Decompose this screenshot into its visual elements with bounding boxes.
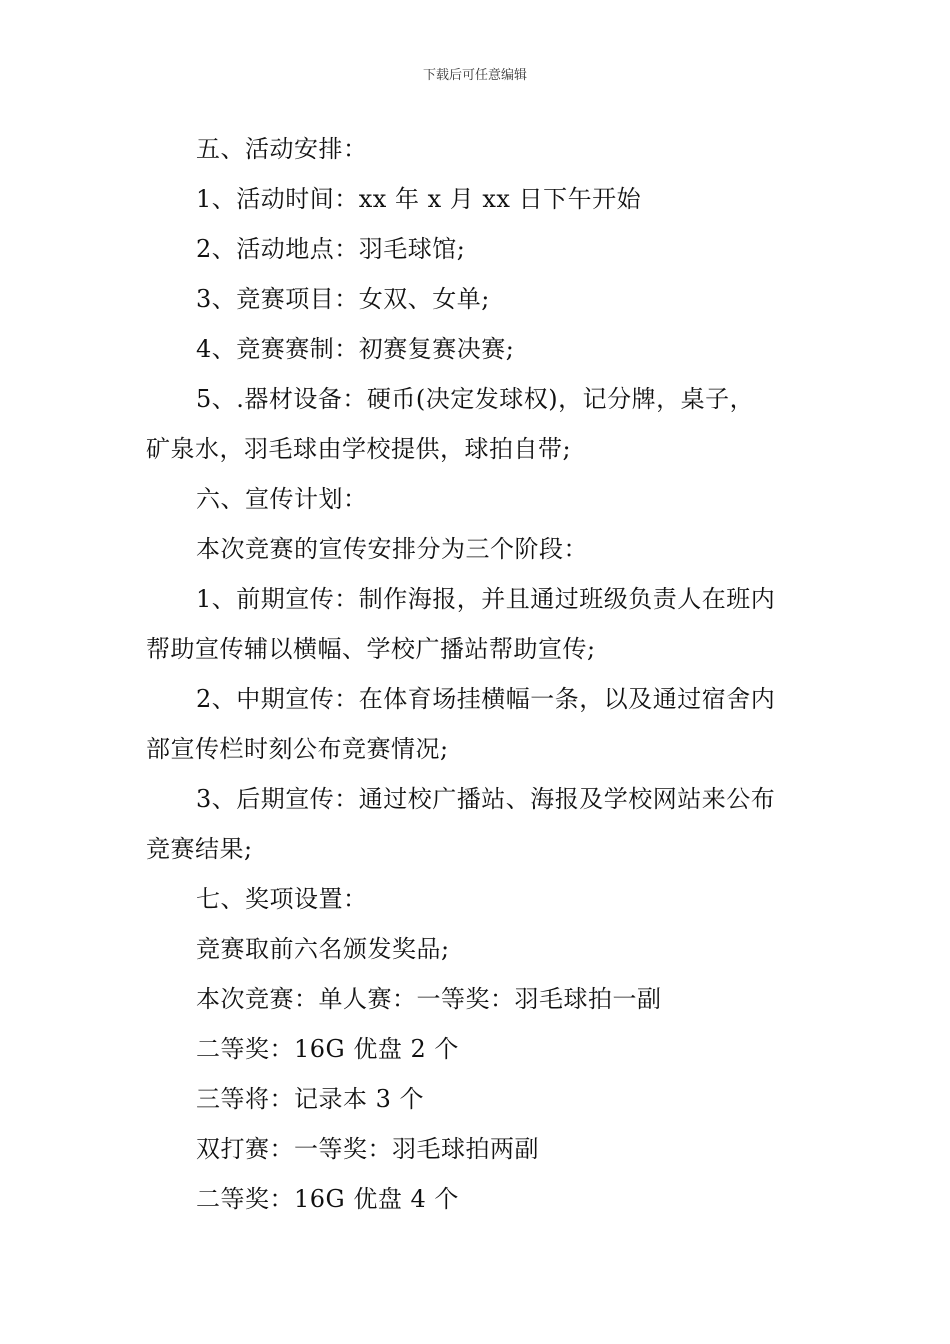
paragraph-line: 4、竞赛赛制：初赛复赛决赛; (196, 335, 515, 363)
paragraph-line: 本次竞赛：单人赛：一等奖：羽毛球拍一副 (196, 985, 662, 1013)
paragraph-line: 三等将：记录本 3 个 (196, 1085, 425, 1113)
page-header-note: 下载后可任意编辑 (422, 68, 527, 83)
paragraph-line: 本次竞赛的宣传安排分为三个阶段： (196, 535, 588, 563)
section-heading-awards: 七、奖项设置： (196, 885, 368, 913)
paragraph-line: 帮助宣传辅以横幅、学校广播站帮助宣传; (146, 635, 596, 663)
paragraph-line: 1、前期宣传：制作海报，并且通过班级负责人在班内 (196, 585, 776, 613)
paragraph-line: 部宣传栏时刻公布竞赛情况; (146, 735, 449, 763)
paragraph-line: 1、活动时间：xx 年 x 月 xx 日下午开始 (196, 185, 642, 213)
paragraph-line: 二等奖：16G 优盘 4 个 (196, 1185, 459, 1213)
paragraph-line: 双打赛：一等奖：羽毛球拍两副 (196, 1135, 539, 1163)
paragraph-line: 3、竞赛项目：女双、女单; (196, 285, 490, 313)
document-body (146, 124, 806, 1224)
paragraph-line: 5、.器材设备：硬币(决定发球权)，记分牌，桌子， (196, 385, 755, 413)
paragraph-line: 竞赛结果; (146, 835, 253, 863)
paragraph-line: 2、中期宣传：在体育场挂横幅一条，以及通过宿舍内 (196, 685, 776, 713)
paragraph-line: 3、后期宣传：通过校广播站、海报及学校网站来公布 (196, 785, 776, 813)
section-heading-promotion-plan: 六、宣传计划： (196, 485, 368, 513)
paragraph-line: 二等奖：16G 优盘 2 个 (196, 1035, 459, 1063)
paragraph-line: 矿泉水，羽毛球由学校提供，球拍自带; (146, 435, 572, 463)
paragraph-line: 2、活动地点：羽毛球馆; (196, 235, 466, 263)
paragraph-line: 竞赛取前六名颁发奖品; (196, 935, 450, 963)
section-heading-activity-schedule: 五、活动安排： (196, 135, 368, 163)
